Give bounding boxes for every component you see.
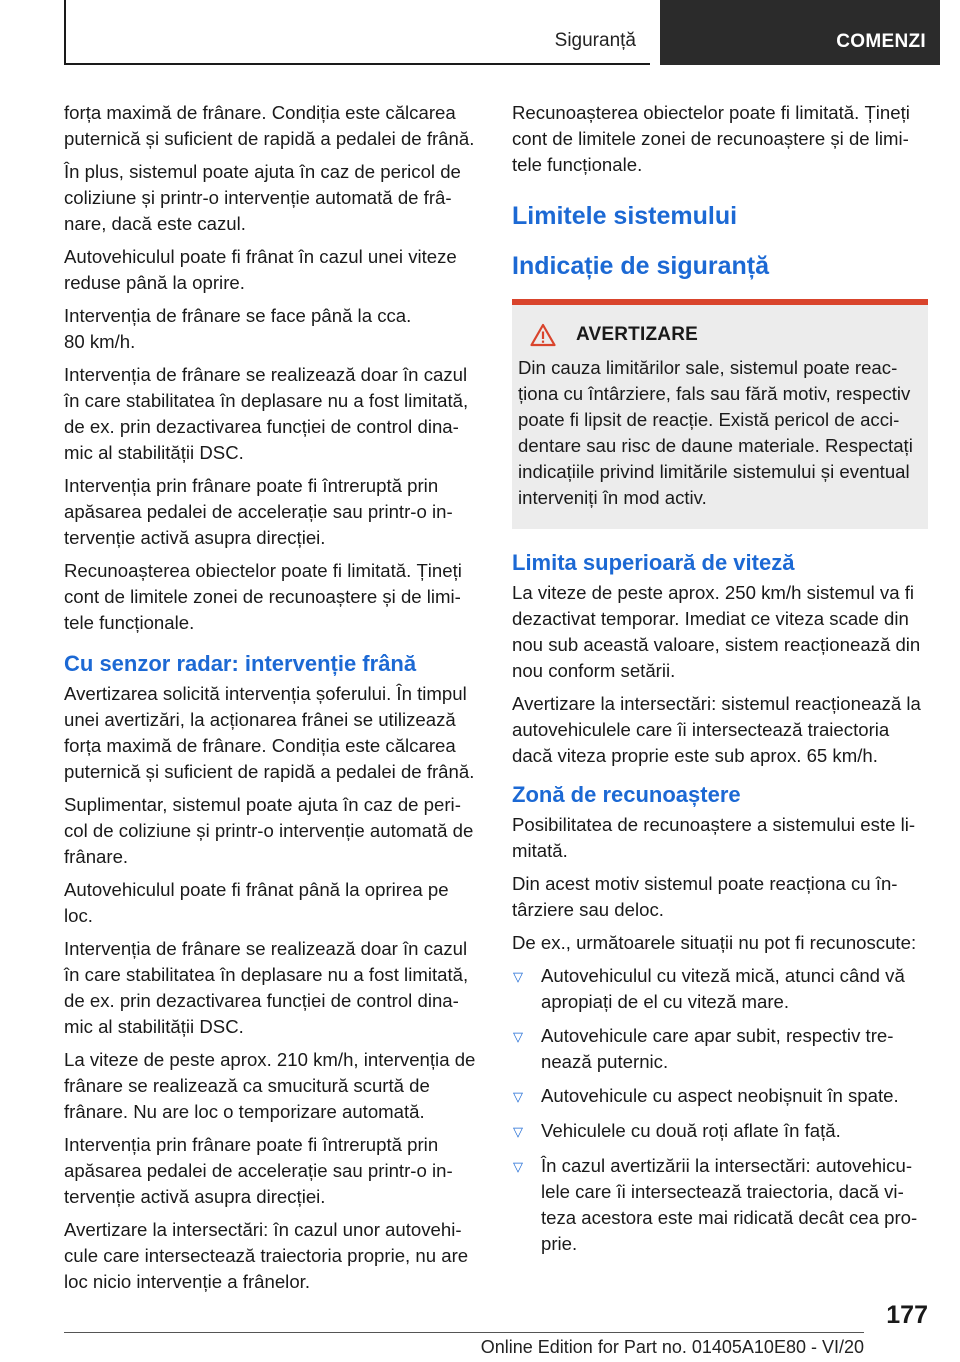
list-item-text: În cazul avertizării la intersectări: autovehiculele care îi intersectează traiectoria, dacă viteza acestora este mai ridicată decât cea proprie. — [541, 1155, 918, 1254]
list-item-text: Vehiculele cu două roți aflate în față. — [541, 1120, 841, 1141]
chapter-tab — [660, 0, 940, 65]
footer-divider — [64, 1332, 864, 1333]
bullet-list — [512, 963, 928, 1257]
subheading-speed-limit: Limita superioară de viteză — [512, 550, 795, 575]
paragraph: Recunoașterea obiectelor poate fi limitată. Țineți cont de limitele zonei de recunoaștere și de limitele funcționale. — [512, 102, 910, 175]
list-item-text: Autovehiculul cu viteză mică, atunci când vă apropiați de el cu viteză mare. — [541, 965, 905, 1012]
paragraph: Avertizarea solicită intervenția șoferului. În timpul unei avertizări, la acționarea frânei se utilizează forța maximă de frânare. Condiția este călcarea puternică și suficient de rapidă a pedalei de frână. — [64, 683, 475, 782]
left-column — [64, 100, 478, 1302]
subheading-radar-brake: Cu senzor radar: intervenție frână — [64, 651, 417, 676]
paragraph: Autovehiculul poate fi frânat în cazul unei viteze reduse până la oprire. — [64, 246, 457, 293]
list-item — [512, 1083, 928, 1110]
header-underline — [64, 63, 650, 65]
paragraph: În plus, sistemul poate ajuta în caz de pericol de coliziune și printr-o intervenție automată de frânare, dacă este cazul. — [64, 161, 461, 234]
paragraph-line: 80 km/h. — [64, 331, 136, 352]
triangle-bullet-icon: ▽ — [513, 969, 523, 984]
list-item — [512, 1023, 928, 1075]
warning-triangle-icon — [530, 323, 556, 347]
footer-edition: Online Edition for Part no. 01405A10E80 - VI/20 — [480, 1337, 864, 1357]
triangle-bullet-icon: ▽ — [513, 1159, 523, 1174]
list-item — [512, 963, 928, 1015]
list-item — [512, 1153, 928, 1257]
list-item — [512, 1118, 928, 1145]
paragraph: Intervenția de frânare se realizează doar în cazul în care stabilitatea în deplasare nu a fost limitată, de ex. prin dezactivarea funcției de control dinamic al stabilității DSC. — [64, 364, 469, 463]
header-divider — [64, 0, 66, 64]
paragraph — [64, 303, 478, 355]
subheading-detection-zone: Zonă de recunoaștere — [512, 782, 741, 807]
page-number: 177 — [886, 1301, 928, 1329]
list-item-text: Autovehicule cu aspect neobișnuit în spate. — [541, 1085, 899, 1106]
paragraph: Recunoașterea obiectelor poate fi limitată. Țineți cont de limitele zonei de recunoaștere și de limitele funcționale. — [64, 560, 462, 633]
warning-header — [518, 323, 920, 347]
right-column — [512, 100, 928, 1265]
paragraph-line: Intervenția de frânare se face până la cca. — [64, 305, 412, 326]
paragraph: Intervenția prin frânare poate fi întreruptă prin apăsarea pedalei de accelerație sau printr-o intervenție activă asupra direcției. — [64, 1134, 453, 1207]
paragraph: Intervenția prin frânare poate fi întreruptă prin apăsarea pedalei de accelerație sau printr-o intervenție activă asupra direcției. — [64, 475, 453, 548]
triangle-bullet-icon: ▽ — [513, 1089, 523, 1104]
paragraph: La viteze de peste aprox. 210 km/h, intervenția de frânare se realizează ca smucitură scurtă de frânare. Nu are loc o temporizare automată. — [64, 1049, 476, 1122]
warning-text: Din cauza limitărilor sale, sistemul poate reacționa cu întârziere, fals sau fără motiv, respectiv poate fi lipsit de reacție. Există pericol de accidentare sau risc de daune materiale. Respectați indicațiile privind limitările sistemului și eventual interveniți în mod activ. — [518, 357, 913, 508]
paragraph: Din acest motiv sistemul poate reacționa cu întârziere sau deloc. — [512, 873, 898, 920]
paragraph: Suplimentar, sistemul poate ajuta în caz de pericol de coliziune și printr-o intervenție automată de frânare. — [64, 794, 474, 867]
paragraph: De ex., următoarele situații nu pot fi recunoscute: — [512, 932, 917, 953]
paragraph: Posibilitatea de recunoaștere a sistemului este limitată. — [512, 814, 916, 861]
paragraph: La viteze de peste aprox. 250 km/h sistemul va fi dezactivat temporar. Imediat ce viteza scade din nou sub această valoare, sistem reacționează din nou conform setării. — [512, 582, 921, 681]
triangle-bullet-icon: ▽ — [513, 1029, 523, 1044]
heading-system-limits: Limitele sistemului — [512, 202, 738, 230]
list-item-text: Autovehicule care apar subit, respectiv trenează puternic. — [541, 1025, 894, 1072]
paragraph: forța maximă de frânare. Condiția este călcarea puternică și suficient de rapidă a pedalei de frână. — [64, 102, 475, 149]
paragraph: Avertizare la intersectări: în cazul unor autovehicule care intersectează traiectoria proprie, nu are loc nicio intervenție a frânelor. — [64, 1219, 469, 1292]
section-title: Siguranță — [554, 30, 636, 51]
paragraph: Autovehiculul poate fi frânat până la oprirea pe loc. — [64, 879, 449, 926]
warning-title: AVERTIZARE — [576, 324, 698, 345]
triangle-bullet-icon: ▽ — [513, 1124, 523, 1139]
warning-box — [512, 299, 928, 529]
paragraph: Avertizare la intersectări: sistemul reacționează la autovehiculele care îi intersectează traiectoria dacă viteza proprie este sub aprox. 65 km/h. — [512, 693, 921, 766]
paragraph: Intervenția de frânare se realizează doar în cazul în care stabilitatea în deplasare nu a fost limitată, de ex. prin dezactivarea funcției de control dinamic al stabilității DSC. — [64, 938, 469, 1037]
heading-safety-note: Indicație de siguranță — [512, 252, 770, 280]
chapter-title: COMENZI — [836, 31, 926, 52]
